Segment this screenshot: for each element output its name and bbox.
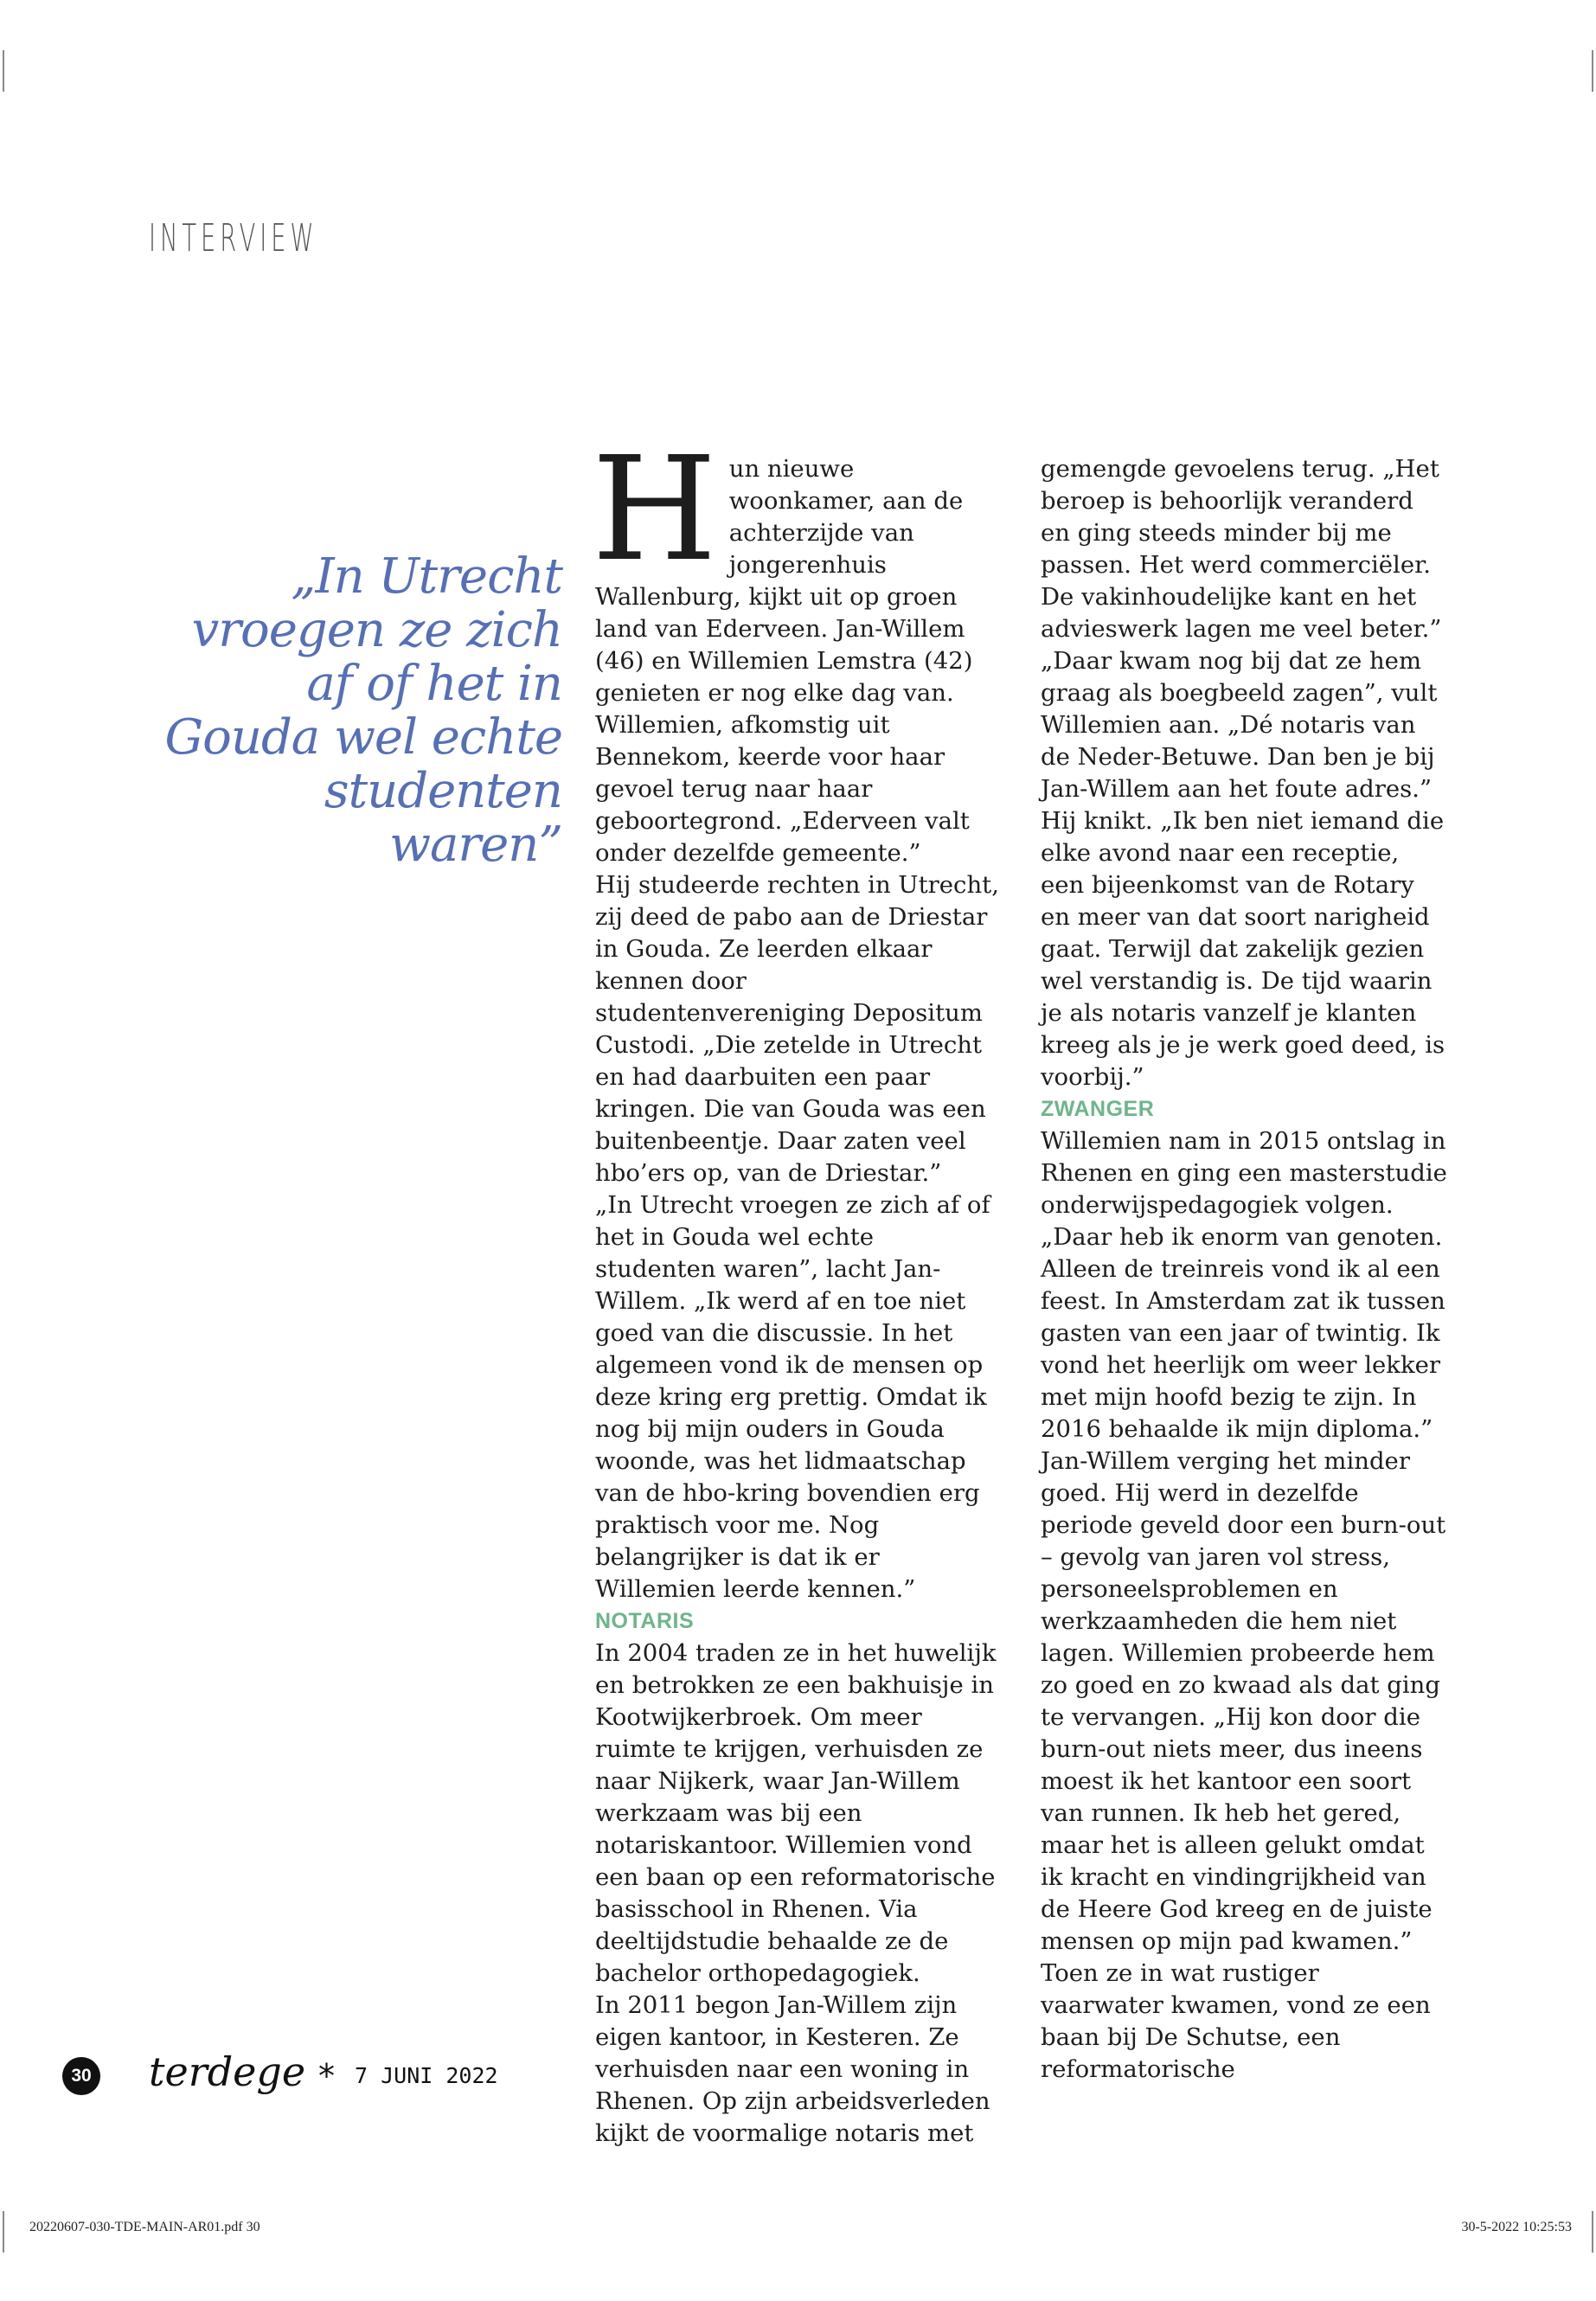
paragraph: Willemien nam in 2015 ontslag in Rhenen en ging een masterstudie onderwijspedagogiek volgen. „Daar heb ik enorm van genoten. Alleen de treinreis vond ik al een feest. In Amsterdam zat ik tussen gasten van een jaar of twintig. Ik vond het heerlijk om weer lekker met mijn hoofd bezig te zijn. In 2016 behaalde ik mijn diploma.” <box>1041 1127 1447 1443</box>
magazine-logo: terdege <box>149 2048 306 2095</box>
paragraph: In 2011 begon Jan-Willem zijn eigen kantoor, in Kesteren. Ze verhuisden naar een woning in Rhenen. Op zijn arbeidsverleden kijkt de voormalige notaris met <box>595 1991 990 2147</box>
paragraph: In 2004 traden ze in het huwelijk en betrokken ze een bakhuisje in Kootwijkerbroek. Om meer ruimte te krijgen, verhuisden ze naar Nijkerk, waar Jan-Willem werkzaam was bij een notariskantoor. Willemien vond een baan op een reformatorische basisschool in Rhenen. Via deeltijdstudie behaalde ze de bachelor orthopedagogiek. <box>595 1639 997 1987</box>
crop-mark-top-right <box>1592 50 1593 92</box>
print-slug-timestamp: 30-5-2022 10:25:53 <box>1461 2220 1572 2234</box>
page-number: 30 <box>62 2057 100 2095</box>
drop-cap: H <box>592 426 717 593</box>
paragraph: Jan-Willem verging het minder goed. Hij werd in dezelfde periode geveld door een burn-out – gevolg van jaren vol stress, personeelsproblemen en werkzaamheden die hem niet lagen. Willemien probeerde hem zo goed en zo kwaad als dat ging te vervangen. „Hij kon door die burn-out niets meer, dus ineens moest ik het kantoor een soort van runnen. Ik heb het gered, maar het is alleen gelukt omdat ik kracht en vindingrijkheid van de Heere God kreeg en de juiste mensen op mijn pad kwamen.” <box>1041 1447 1446 1955</box>
article-column-2 <box>1041 453 1447 2086</box>
subheading-notaris: NOTARIS <box>595 1609 695 1633</box>
paragraph: gemengde gevoelens terug. „Het beroep is behoorlijk veranderd en ging steeds minder bij me passen. Het werd commerciëler. De vakinhoudelijke kant en het advieswerk lagen me veel beter.” <box>1041 455 1442 643</box>
article-column-1 <box>592 426 1002 2150</box>
pull-quote: „In Utrecht vroegen ze zich af of het in Gouda wel echte studenten waren” <box>164 548 562 873</box>
subheading-zwanger: ZWANGER <box>1041 1097 1155 1121</box>
issue-date: 7 JUNI 2022 <box>355 2063 498 2088</box>
paragraph: „In Utrecht vroegen ze zich af of het in Gouda wel echte studenten waren”, lacht Jan-Willem. „Ik werd af en toe niet goed van die discussie. In het algemeen vond ik de mensen op deze kring erg prettig. Omdat ik nog bij mijn ouders in Gouda woonde, was het lidmaatschap van de hbo-kring bovendien erg praktisch voor me. Nog belangrijker is dat ik er Willemien leerde kennen.” <box>595 1191 990 1603</box>
paragraph: un nieuwe woonkamer, aan de achterzijde van jongerenhuis Wallenburg, kijkt uit op groen land van Ederveen. Jan-Willem (46) en Willemien Lemstra (42) genieten er nog elke dag van. Willemien, afkomstig uit Bennekom, keerde voor haar gevoel terug naar haar geboortegrond. „Ederveen valt onder dezelfde gemeente.” <box>595 455 973 867</box>
crop-mark-top-left <box>3 50 4 92</box>
paragraph: Hij studeerde rechten in Utrecht, zij deed de pabo aan de Driestar in Gouda. Ze leerden elkaar kennen door studentenvereniging Depositum Custodi. „Die zetelde in Utrecht en had daarbuiten een paar kringen. Die van Gouda was een buitenbeentje. Daar zaten veel hbo’ers op, van de Driestar.” <box>595 871 999 1187</box>
paragraph: Toen ze in wat rustiger vaarwater kwamen, vond ze een baan bij De Schutse, een reformatorische <box>1041 1959 1431 2083</box>
crop-mark-bottom-right <box>1592 2211 1593 2253</box>
paragraph: Hij knikt. „Ik ben niet iemand die elke avond naar een receptie, een bijeenkomst van de Rotary en meer van dat soort narigheid gaat. Terwijl dat zakelijk gezien wel verstandig is. De tijd waarin je als notaris vanzelf je klanten kreeg als je je werk goed deed, is voorbij.” <box>1041 807 1445 1091</box>
print-slug-filename: 20220607-030-TDE-MAIN-AR01.pdf 30 <box>29 2220 260 2234</box>
paragraph: „Daar kwam nog bij dat ze hem graag als boegbeeld zagen”, vult Willemien aan. „Dé notaris van de Neder-Betuwe. Dan ben je bij Jan-Willem aan het foute adres.” <box>1041 647 1438 803</box>
section-label: INTERVIEW <box>149 216 318 260</box>
asterisk-separator-icon: * <box>318 2057 335 2095</box>
crop-mark-bottom-left <box>3 2211 4 2253</box>
